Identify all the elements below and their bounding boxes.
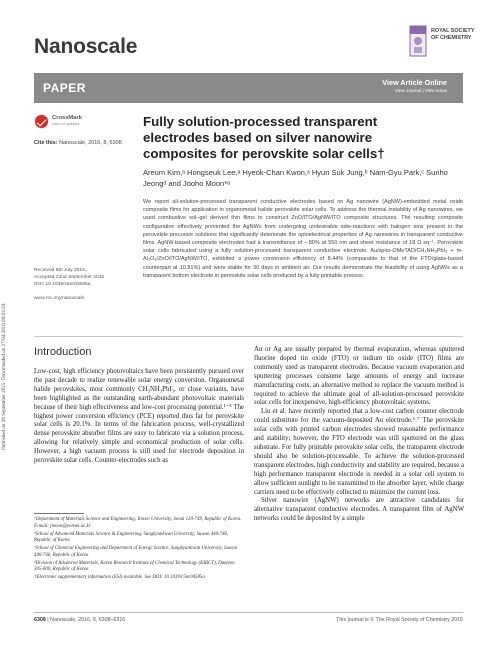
body-paragraph: Liu et al. have recently reported that a low-cost carbon counter electrode could substitute for the vacuum-deposited Au electrode.⁶˒⁷ The perovskite solar cells with printed carbon electrodes showed reasonable performance and stability; however, the FTO electrode was still sputtered on the glass substrate. For fully printable perovskite solar cells, the transparent electrode should also be solution-processable. To achieve the solution-processed transparent electrodes, high conductivity and stability are required, because a high performance transparent electrode is needed in a solar cell system to allow sufficient sunlight to be transmitted to the absorber layer, while charge carriers need to be effectively collected to minimize the current loss. [254, 408, 464, 496]
author-list: Areum Kim,ᵃ Hongseuk Lee,ᵃ Hyeok-Chan Kwon,ᵃ Hyun Suk Jung,ᵇ Nam-Gyu Park,ᶜ Sunho Jeongᵈ and Jooho Moon*ᵃ [143, 168, 448, 188]
citation-text: Nanoscale, 2016, 8, 6308 [59, 140, 122, 146]
affiliations [34, 517, 244, 583]
body-column-left [34, 368, 244, 466]
accepted-line: Accepted 22nd September 2015 [34, 275, 105, 280]
footer-left [34, 617, 125, 623]
affiliation-item: ᵃDepartment of Materials Science and Engineering, Yonsei University, Seoul 120-749, Republic of Korea. E-mail: jmoon@yonsei.ac.kr [34, 517, 242, 529]
doi-line: DOI: 10.1039/c5nr04585a [34, 282, 91, 287]
footer-copyright: This journal is © The Royal Society of Chemistry 2016 [336, 617, 463, 623]
article-type: PAPER [43, 81, 86, 95]
citation-prefix: Cite this: [34, 140, 58, 146]
affiliation-item: ᶜSchool of Chemical Engineering and Department of Energy Science, Sungkyunkwan University, Suwon 440-746, Republic of Korea [34, 546, 238, 558]
journal-url-link[interactable]: www.rsc.org/nanoscale [34, 296, 85, 301]
crossmark-badge[interactable] [34, 112, 94, 132]
journal-name: Nanoscale [34, 35, 138, 58]
footer-divider [34, 612, 463, 613]
received-line: Received 9th July 2015, [34, 268, 87, 273]
journal-issue-links[interactable]: View Journal | View Issue [394, 88, 447, 93]
affiliation-item: ᵇSchool of Advanced Materials Science & Engineering, Sungkyunkwan University, Suwon 440-746, Republic of Korea [34, 531, 229, 544]
rsc-logo-line: OF CHEMISTRY [431, 35, 472, 41]
rsc-logo [408, 22, 475, 74]
body-paragraph: Silver nanowire (AgNW) networks are attractive candidates for alternative transparent conductive electrodes. A transparent film of AgNW networks could be deposited by a simple [254, 497, 464, 523]
crossmark-label: CrossMark [52, 115, 82, 121]
page-number: 6308 [34, 617, 46, 623]
rsc-emblem-icon [408, 24, 428, 58]
download-side-note: Published on 28 September 2015. Downloaded on 27/04/2016 00:03:20. [1, 302, 7, 450]
introduction-heading: Introduction [34, 346, 92, 358]
abstract: We report all-solution-processed transparent conductive electrodes based on Ag nanowire (AgNW)-embedded metal oxide composite films for application in organometal halide perovskite solar cells. To address the thermal instability of Ag nanowires, we used combustive sol–gel derived thin films to construct ZnO/ITO/AgNW/ITO composite structures. The resulting composite configuration effectively prevented the AgNWs from undergoing undesirable side-reactions with halogen ions present in the perovskite precursor solutions that significantly deteriorate the optoelectrical properties of Ag nanowires in transparent conductive films. AgNW-based composite electrodes had a transmittance of ∼80% at 550 nm and sheet resistance of 18 Ω sq⁻¹. Perovskite solar cells fabricated using a fully solution-processed transparent conductive electrode, Au/spiro-OMeTAD/CH₃NH₃PbI₃ + m-Al₂O₃/ZnO/ITO/AgNW/ITO, exhibited a power conversion efficiency of 8.44% (comparable to that of the FTO/glass-based counterpart at 10.81%) and were stable for 30 days in ambient air. Our results demonstrate the feasibility of using AgNWs as a transparent bottom electrode in perovskite solar cells produced by a fully printable process. [143, 199, 463, 279]
rsc-logo-line: ROYAL SOCIETY [431, 28, 475, 34]
view-article-online-link[interactable]: View Article Online [382, 78, 447, 87]
footer-separator: | [47, 617, 51, 623]
esi-note: †Electronic supplementary information (ESI) available. See DOI: 10.1039/c5nr04585a [34, 575, 205, 580]
section-divider [34, 336, 463, 337]
footnote-divider [34, 513, 84, 514]
crossmark-sub: click for updates [52, 122, 80, 126]
body-paragraph: Au or Ag are usually prepared by thermal evaporation, whereas sputtered fluorine doped tin oxide (FTO) or indium tin oxide (ITO) films are commonly used as transparent electrodes. Because vacuum evaporation and sputtering processes consume large amounts of energy and increase manufacturing costs, an alternative method to replace the vacuum method is required to achieve the ultimate goal of all-solution-processed perovskite solar cells for inexpensive, high-efficiency photovoltaic systems. [254, 346, 464, 407]
article-title: Fully solution-processed transparent electrodes based on silver nanowire composites for perovskite solar cells† [143, 114, 385, 161]
article-type-bar [34, 73, 463, 103]
body-paragraph: Low-cost, high efficiency photovoltaics have been persistently pursued over the past decade to realize renewable solar energy conversion. Organometal halide perovskites, most commonly CH₃NH₃PbI₃, or close variants, have been highlighted as the outstanding earth-abundant photovoltaic materials because of their high effectiveness and low-cost processing potential.¹⁻⁵ The highest power conversion efficiency (PCE) reported thus far for perovskite solar cells is 20.1%. In terms of the fabrication process, well-crystallized dense perovskite absorber films are easy to fabricate via a solution process, allowing for relatively simple and economical production of solar cells. However, a high vacuum process is still used for electrode deposition in perovskite solar cells. Counter-electrodes such as [34, 368, 244, 465]
affiliation-item: ᵈDivision of Advanced Materials, Korea Research Institute of Chemical Technology (KRICT), Daejeon 305-600, Republic of Korea [34, 560, 235, 573]
citation [34, 140, 122, 146]
spacer-line [34, 288, 134, 295]
body-column-right [254, 346, 464, 524]
crossmark-icon [34, 114, 49, 129]
footer-journal: Nanoscale, 2016, 8, 6308–6316 [50, 617, 126, 623]
received-dates [34, 267, 134, 302]
rsc-logo-text [431, 28, 475, 42]
